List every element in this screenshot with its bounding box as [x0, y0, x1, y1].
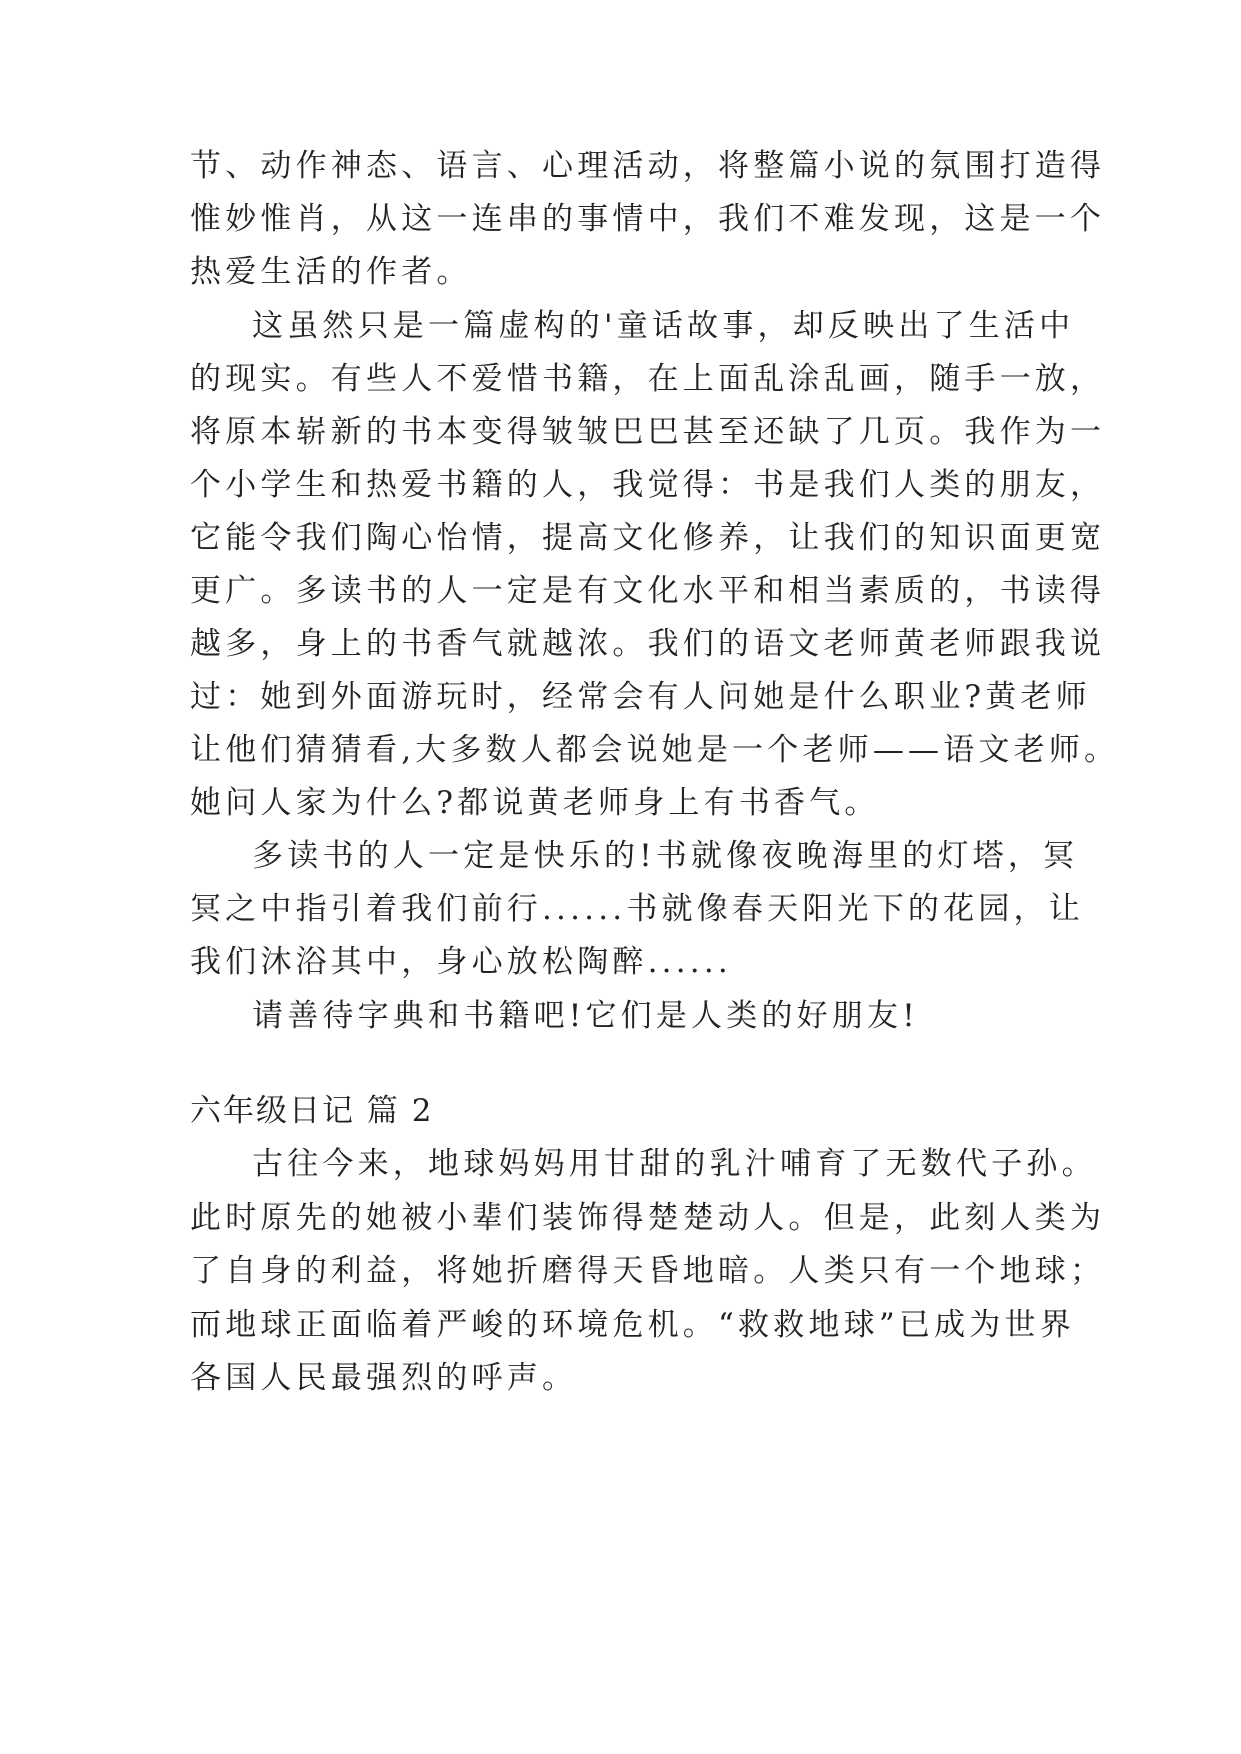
text-line: 此时原先的她被小辈们装饰得楚楚动人。但是，此刻人类为: [190, 1200, 1106, 1236]
text-line: 各国人民最强烈的呼声。: [190, 1360, 578, 1396]
paragraph-first-line: 古往今来，地球妈妈用甘甜的乳汁哺育了无数代子孙。: [252, 1146, 1097, 1182]
paragraph-first-line: 多读书的人一定是快乐的!书就像夜晚海里的灯塔，冥: [252, 838, 1079, 874]
text-line: 而地球正面临着严峻的环境危机。“救救地球”已成为世界: [190, 1307, 1075, 1343]
text-line: 我们沐浴其中，身心放松陶醉......: [190, 944, 732, 980]
text-line: 更广。多读书的人一定是有文化水平和相当素质的，书读得: [190, 573, 1106, 609]
text-line: 过：她到外面游玩时，经常会有人问她是什么职业?黄老师: [190, 679, 1091, 715]
text-line: 个小学生和热爱书籍的人，我觉得：书是我们人类的朋友，: [190, 467, 1106, 503]
text-line: 了自身的利益，将她折磨得天昏地暗。人类只有一个地球；: [190, 1253, 1106, 1289]
text-line: 将原本崭新的书本变得皱皱巴巴甚至还缺了几页。我作为一: [190, 414, 1106, 450]
paragraph-first-line: 这虽然只是一篇虚构的'童话故事，却反映出了生活中: [252, 308, 1075, 344]
text-line: 它能令我们陶心怡情，提高文化修养，让我们的知识面更宽: [190, 520, 1106, 556]
paragraph-first-line: 请善待字典和书籍吧!它们是人类的好朋友!: [252, 998, 919, 1034]
text-line: 热爱生活的作者。: [190, 254, 472, 290]
text-line: 惟妙惟肖，从这一连串的事情中，我们不难发现，这是一个: [190, 201, 1106, 237]
text-line: 让他们猜猜看,大多数人都会说她是一个老师——语文老师。: [190, 732, 1120, 768]
text-line: 冥之中指引着我们前行......书就像春天阳光下的花园，让: [190, 891, 1084, 927]
section-heading: 六年级日记 篇 2: [190, 1093, 434, 1129]
text-line: 越多，身上的书香气就越浓。我们的语文老师黄老师跟我说: [190, 626, 1106, 662]
text-line: 的现实。有些人不爱惜书籍，在上面乱涂乱画，随手一放，: [190, 361, 1106, 397]
text-line: 节、动作神态、语言、心理活动，将整篇小说的氛围打造得: [190, 148, 1106, 184]
text-line: 她问人家为什么?都说黄老师身上有书香气。: [190, 785, 880, 821]
